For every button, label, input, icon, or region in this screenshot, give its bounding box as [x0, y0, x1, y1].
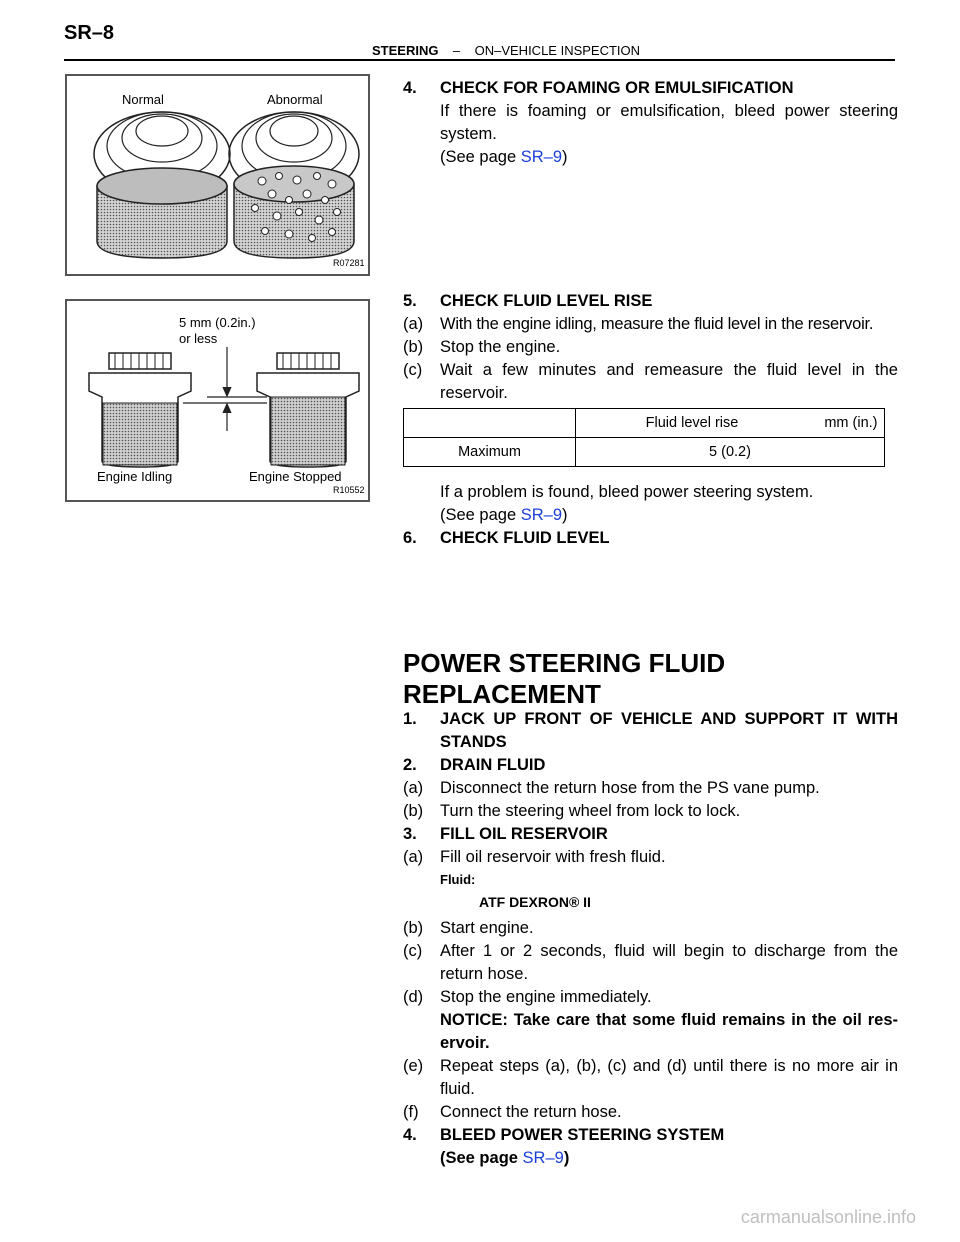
substep-text: Fill oil reservoir with fresh fluid.	[440, 848, 666, 866]
see-pre: (See page	[440, 1149, 523, 1167]
header-fluid-level-rise: Fluid level rise	[645, 415, 739, 431]
substep-label: (d)	[403, 988, 424, 1006]
figure-level-rise	[65, 299, 370, 502]
step-4	[403, 77, 898, 169]
notice-2: ervoir.	[440, 1034, 490, 1052]
step-number: 4.	[403, 79, 417, 97]
figure-code: R07281	[333, 258, 365, 268]
label-abnormal: Abnormal	[267, 92, 323, 107]
step-number: 1.	[403, 710, 417, 728]
step-title: CHECK FLUID LEVEL	[440, 529, 610, 547]
abnormal-reservoir	[229, 112, 359, 258]
see-post: )	[562, 148, 568, 166]
substep-text-2: fluid.	[440, 1080, 475, 1098]
page-link[interactable]: SR–9	[522, 1149, 564, 1167]
step-5	[403, 290, 898, 405]
step-title: BLEED POWER STEERING SYSTEM	[440, 1126, 725, 1144]
substep-label: (a)	[403, 315, 424, 333]
substep-text: Turn the steering wheel from lock to lock.	[440, 802, 741, 820]
step-number: 3.	[403, 825, 417, 843]
problem-text: If a problem is found, bleed power steering system.	[440, 483, 814, 501]
step-2	[403, 754, 898, 777]
after-table	[403, 481, 898, 550]
section-title-line-1: POWER STEERING FLUID	[403, 648, 726, 678]
substep-label: (a)	[403, 848, 424, 866]
table-header-row	[404, 409, 885, 438]
step-4-bleed	[403, 1124, 898, 1147]
step-title: CHECK FLUID LEVEL RISE	[440, 292, 653, 310]
dimension-label-2: or less	[179, 331, 218, 346]
substep-text: Disconnect the return hose from the PS vane pump.	[440, 779, 820, 797]
table-row	[404, 438, 885, 467]
step-1	[403, 708, 898, 731]
substep-label: (b)	[403, 802, 424, 820]
step-number: 4.	[403, 1126, 417, 1144]
header-separator: –	[452, 43, 461, 58]
substep-a	[403, 777, 898, 800]
foaming-illustration	[67, 76, 368, 274]
step-6	[403, 527, 898, 550]
substep-text: Stop the engine.	[440, 338, 561, 356]
substep-label: (b)	[403, 338, 424, 356]
fluid-label: Fluid:	[440, 872, 476, 887]
dimension-lines	[183, 347, 267, 431]
section-title	[403, 648, 725, 710]
step-title-2: STANDS	[440, 733, 507, 751]
substep-a	[403, 313, 898, 336]
substep-b	[403, 336, 898, 359]
step-title: DRAIN FLUID	[440, 756, 546, 774]
section-name: STEERING	[372, 43, 439, 58]
step-number: 6.	[403, 529, 417, 547]
reservoir-idling	[89, 353, 191, 467]
label-stopped: Engine Stopped	[249, 469, 342, 484]
running-header	[372, 43, 640, 58]
dimension-label: 5 mm (0.2in.)	[179, 315, 256, 330]
label-normal: Normal	[122, 92, 164, 107]
see-pre: (See page	[440, 148, 521, 166]
subsection-name: ON–VEHICLE INSPECTION	[474, 43, 641, 58]
step-title: CHECK FOR FOAMING OR EMULSIFICATION	[440, 79, 794, 97]
normal-reservoir	[94, 112, 230, 258]
substep-c	[403, 940, 898, 963]
watermark: carmanualsonline.info	[740, 1207, 916, 1227]
step-text-2: system.	[440, 125, 497, 143]
substep-text: Connect the return hose.	[440, 1103, 622, 1121]
row-value: 5 (0.2)	[576, 438, 885, 467]
substep-e	[403, 1055, 898, 1078]
substep-b	[403, 917, 898, 940]
table-header-empty	[404, 409, 576, 438]
substep-label: (e)	[403, 1057, 424, 1075]
section-title-line-2: REPLACEMENT	[403, 679, 601, 709]
header-unit: mm (in.)	[824, 415, 878, 431]
substep-label: (c)	[403, 361, 423, 379]
fluid-spec: ATF DEXRON® II	[479, 894, 591, 910]
step-number: 2.	[403, 756, 417, 774]
substep-label: (c)	[403, 942, 423, 960]
step-title: FILL OIL RESERVOIR	[440, 825, 608, 843]
step-number: 5.	[403, 292, 417, 310]
substep-f	[403, 1101, 898, 1124]
table-header-cell	[576, 409, 885, 438]
row-label: Maximum	[404, 438, 576, 467]
see-post: )	[562, 506, 568, 524]
figure-foaming	[65, 74, 370, 276]
label-idling: Engine Idling	[97, 469, 173, 484]
substep-text: Stop the engine immediately.	[440, 988, 652, 1006]
replacement-procedure	[403, 708, 898, 1170]
notice: NOTICE: Take care that some fluid remains in the oil res-	[440, 1011, 898, 1029]
page-id: SR–8	[64, 22, 115, 44]
reservoir-stopped	[257, 353, 359, 467]
see-page	[403, 504, 898, 527]
spec-table	[403, 408, 885, 467]
substep-text-2: reservoir.	[440, 384, 508, 402]
level-rise-illustration	[67, 301, 368, 500]
substep-label: (f)	[403, 1103, 419, 1121]
substep-text: After 1 or 2 seconds, fluid will begin to discharge from the	[440, 942, 898, 960]
substep-label: (b)	[403, 919, 424, 937]
substep-text-2: return hose.	[440, 965, 529, 983]
see-pre: (See page	[440, 506, 521, 524]
substep-text: Start engine.	[440, 919, 534, 937]
step-3	[403, 823, 898, 846]
substep-d	[403, 986, 898, 1009]
substep-b	[403, 800, 898, 823]
figure-code-2: R10552	[333, 485, 365, 495]
page-link[interactable]: SR–9	[520, 506, 563, 524]
see-page	[403, 146, 898, 169]
see-post: )	[563, 1149, 570, 1167]
substep-text: Wait a few minutes and remeasure the fluid level in the	[440, 361, 898, 379]
substep-label: (a)	[403, 779, 424, 797]
step-title: JACK UP FRONT OF VEHICLE AND SUPPORT IT WITH	[440, 710, 898, 728]
substep-a	[403, 846, 898, 869]
substep-text: Repeat steps (a), (b), (c) and (d) until there is no more air in	[440, 1057, 898, 1075]
see-page	[403, 1147, 898, 1170]
header-rule	[64, 59, 895, 61]
page-link[interactable]: SR–9	[520, 148, 563, 166]
step-text: If there is foaming or emulsification, bleed power steering	[440, 102, 898, 120]
substep-text: With the engine idling, measure the fluid level in the reservoir.	[440, 315, 874, 333]
substep-c	[403, 359, 898, 382]
